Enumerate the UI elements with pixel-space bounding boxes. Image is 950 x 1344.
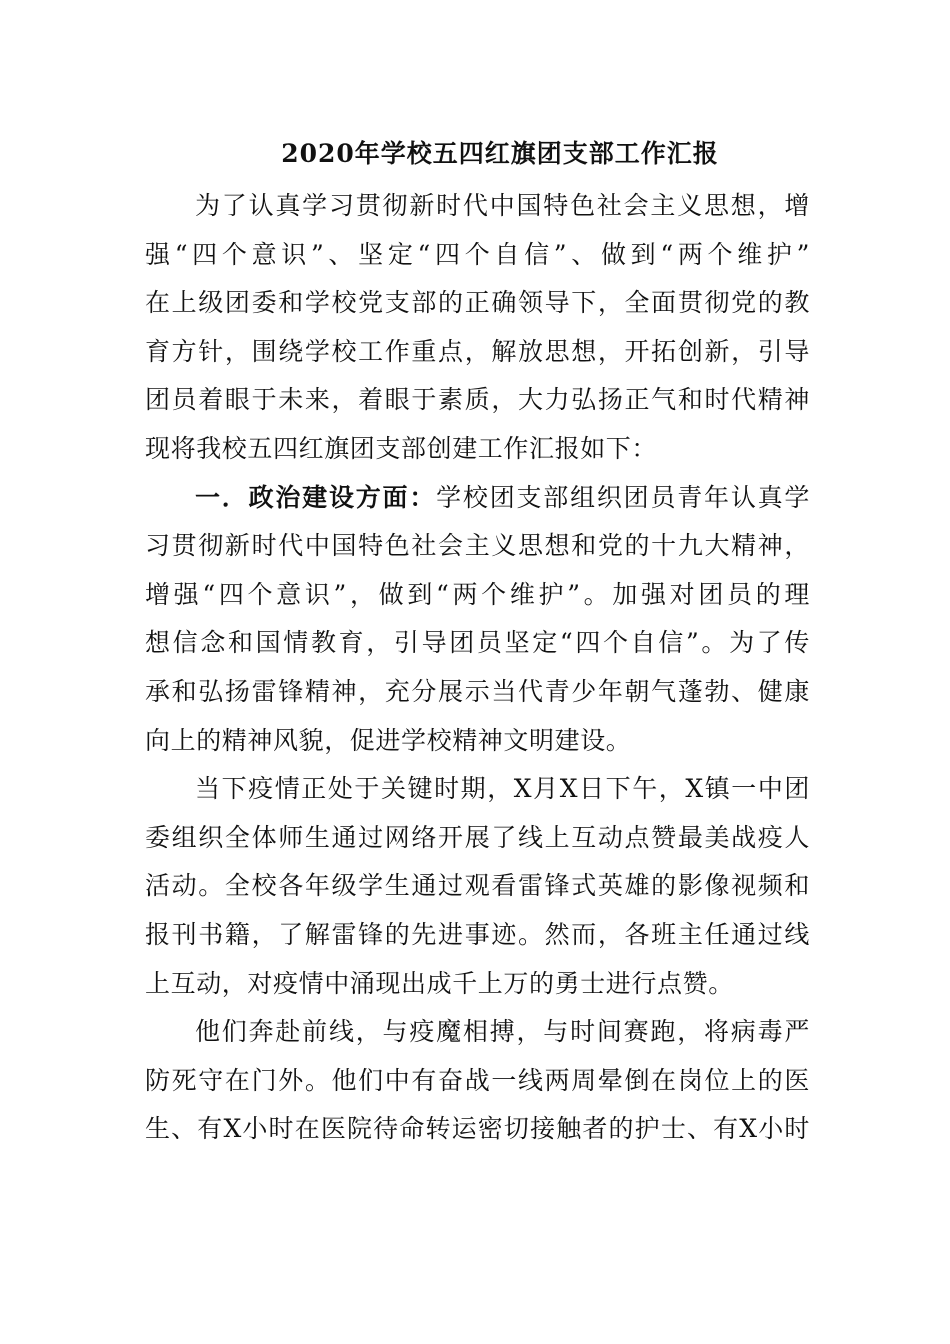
paragraph-line: 报刊书籍，了解雷锋的先进事迹。然而，各班主任通过线 [145, 919, 810, 949]
paragraph-line: 为了认真学习贯彻新时代中国特色社会主义思想，增 [195, 191, 810, 220]
paragraph-line-with-heading [145, 474, 810, 523]
paragraph-political-construction [145, 474, 810, 766]
paragraph-line: 委组织全体师生通过网络开展了线上互动点赞最美战疫人 [145, 822, 810, 852]
paragraph-line: 承和弘扬雷锋精神，充分展示当代青少年朝气蓬勃、健康 [145, 676, 810, 706]
paragraph-line: 习贯彻新时代中国特色社会主义思想和党的十九大精神， [145, 531, 810, 561]
paragraph-line: 在上级团委和学校党支部的正确领导下，全面贯彻党的教 [145, 288, 810, 318]
paragraph-line-text: 学校团支部组织团员青年认真学 [436, 482, 811, 512]
paragraph-line: 当下疫情正处于关键时期，X月X日下午，X镇一中团 [195, 774, 810, 804]
paragraph-line: 活动。全校各年级学生通过观看雷锋式英雄的影像视频和 [145, 871, 810, 901]
paragraph-line: 增强“四个意识”，做到“两个维护”。加强对团员的理 [145, 579, 810, 609]
paragraph-line: 强“四个意识”、坚定“四个自信”、做到“两个维护” [145, 239, 810, 269]
paragraph-line: 团员着眼于未来，着眼于素质，大力弘扬正气和时代精神 [145, 385, 810, 415]
paragraph-line: 生、有X小时在医院待命转运密切接触者的护士、有X小时 [145, 1114, 810, 1144]
paragraph-intro [145, 182, 810, 474]
paragraph-line: 他们奔赴前线，与疫魔相搏，与时间赛跑，将病毒严 [195, 1017, 810, 1047]
paragraph-line: 现将我校五四红旗团支部创建工作汇报如下： [145, 433, 658, 463]
paragraph-line: 想信念和国情教育，引导团员坚定“四个自信”。为了传 [145, 628, 810, 658]
paragraph-line: 向上的精神风貌，促进学校精神文明建设。 [145, 725, 632, 755]
paragraph-epidemic-activity [145, 765, 810, 1008]
paragraph-line: 防死守在门外。他们中有奋战一线两周晕倒在岗位上的医 [145, 1065, 810, 1095]
section-heading: 一．政治建设方面： [195, 482, 437, 512]
document-body [145, 182, 810, 1154]
paragraph-frontline-heroes [145, 1008, 810, 1154]
paragraph-line: 育方针，围绕学校工作重点，解放思想，开拓创新，引导 [145, 336, 810, 366]
paragraph-line: 上互动，对疫情中涌现出成千上万的勇士进行点赞。 [145, 968, 734, 998]
document-title: 2020年学校五四红旗团支部工作汇报 [281, 139, 719, 168]
